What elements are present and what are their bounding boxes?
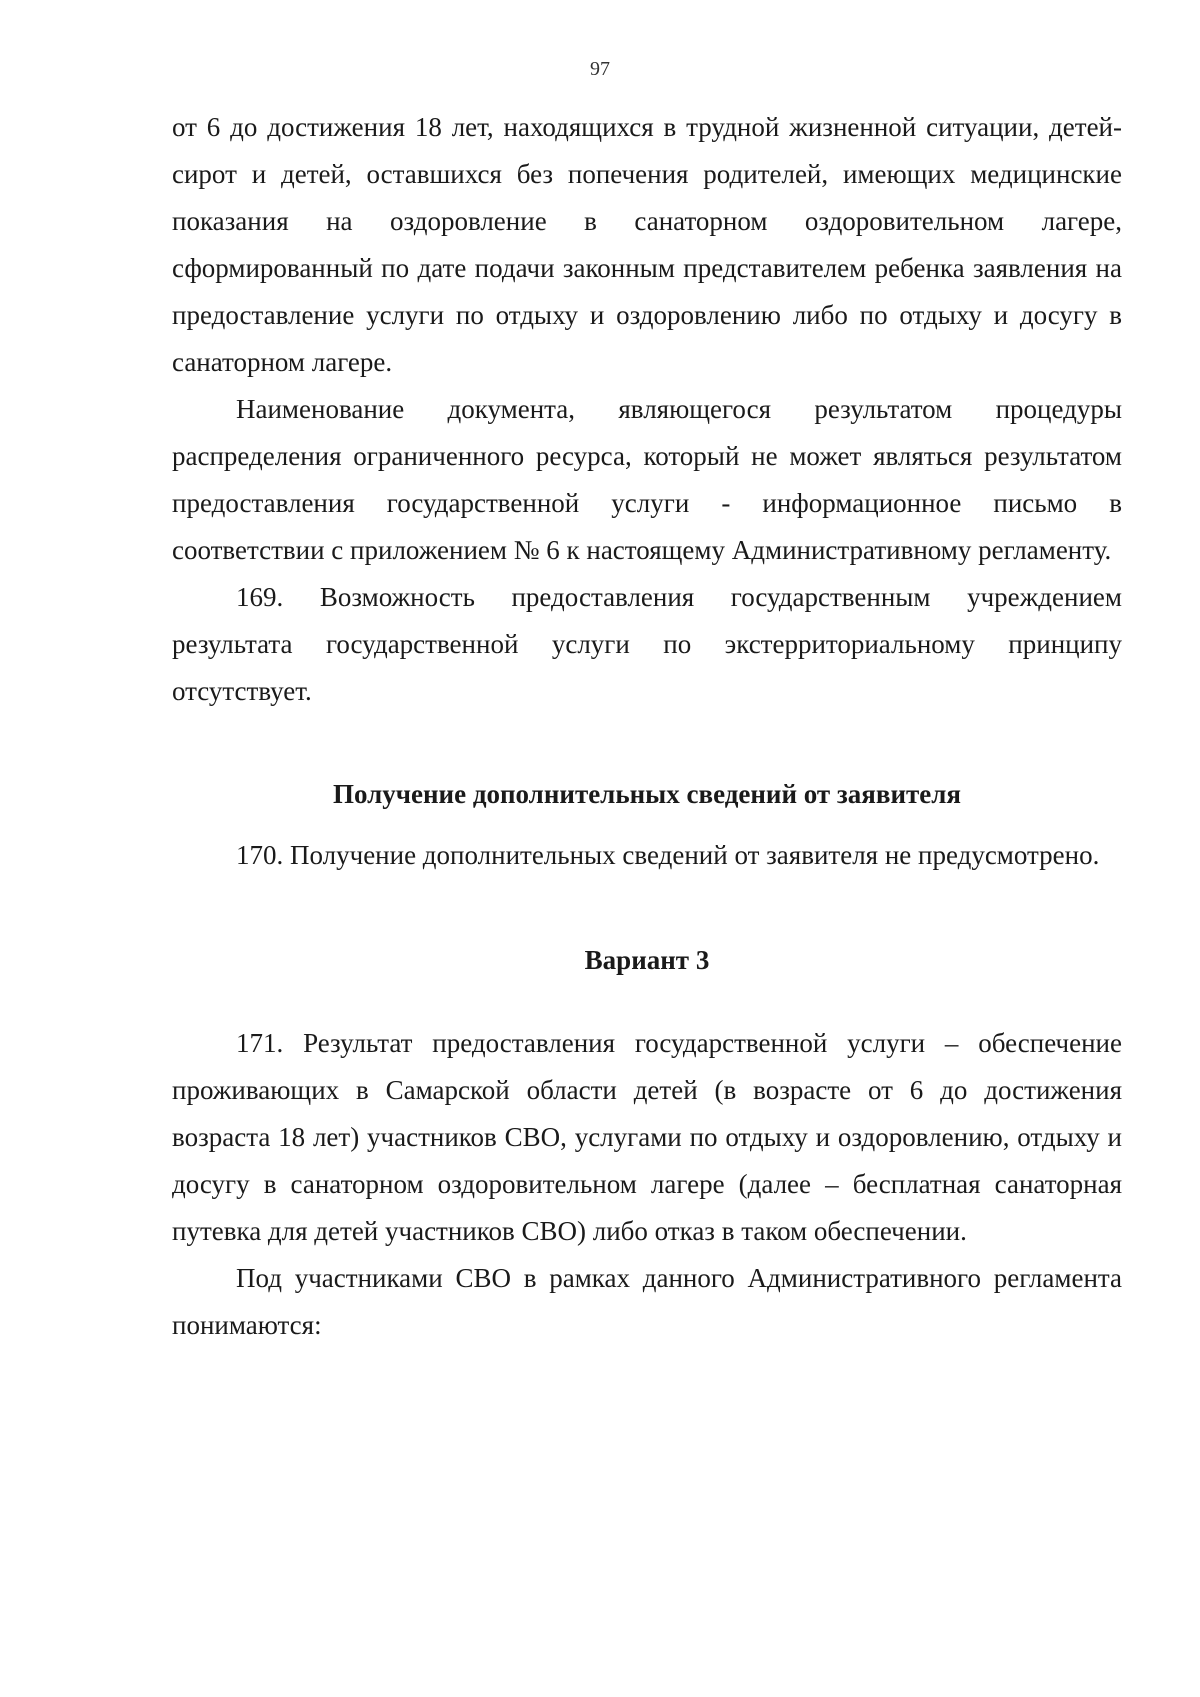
section-heading-additional-info: Получение дополнительных сведений от заявителя <box>332 779 962 809</box>
document-body <box>172 104 1122 1349</box>
paragraph-document-name: Наименование документа, являющегося результатом процедуры распределения ограниченного ресурса, который не может являться результатом предоставления государственной услуги - информационное письмо в соответствии с приложением № 6 к настоящему Административному регламенту. <box>172 394 1122 565</box>
paragraph-170: 170. Получение дополнительных сведений от заявителя не предусмотрено. <box>236 840 1100 870</box>
page-number: 97 <box>590 58 610 80</box>
paragraph-continuation: от 6 до достижения 18 лет, находящихся в трудной жизненной ситуации, детей-сирот и детей, оставшихся без попечения родителей, имеющих медицинские показания на оздоровление в санаторном оздоровительном лагере, сформированный по дате подачи законным представителем ребенка заявления на предоставление услуги по отдыху и оздоровлению либо по отдыху и досугу в санаторном лагере. <box>172 112 1122 377</box>
paragraph-171: 171. Результат предоставления государственной услуги – обеспечение проживающих в Самарской области детей (в возрасте от 6 до достижения возраста 18 лет) участников СВО, услугами по отдыху и оздоровлению, отдыху и досугу в санаторном оздоровительном лагере (далее – бесплатная санаторная путевка для детей участников СВО) либо отказ в таком обеспечении. <box>172 1028 1122 1246</box>
paragraph-svo-participants: Под участниками СВО в рамках данного Административного регламента понимаются: <box>172 1263 1122 1340</box>
paragraph-169: 169. Возможность предоставления государственным учреждением результата государственной услуги по экстерриториальному принципу отсутствует. <box>172 582 1122 706</box>
section-heading-variant-3: Вариант 3 <box>584 945 710 975</box>
